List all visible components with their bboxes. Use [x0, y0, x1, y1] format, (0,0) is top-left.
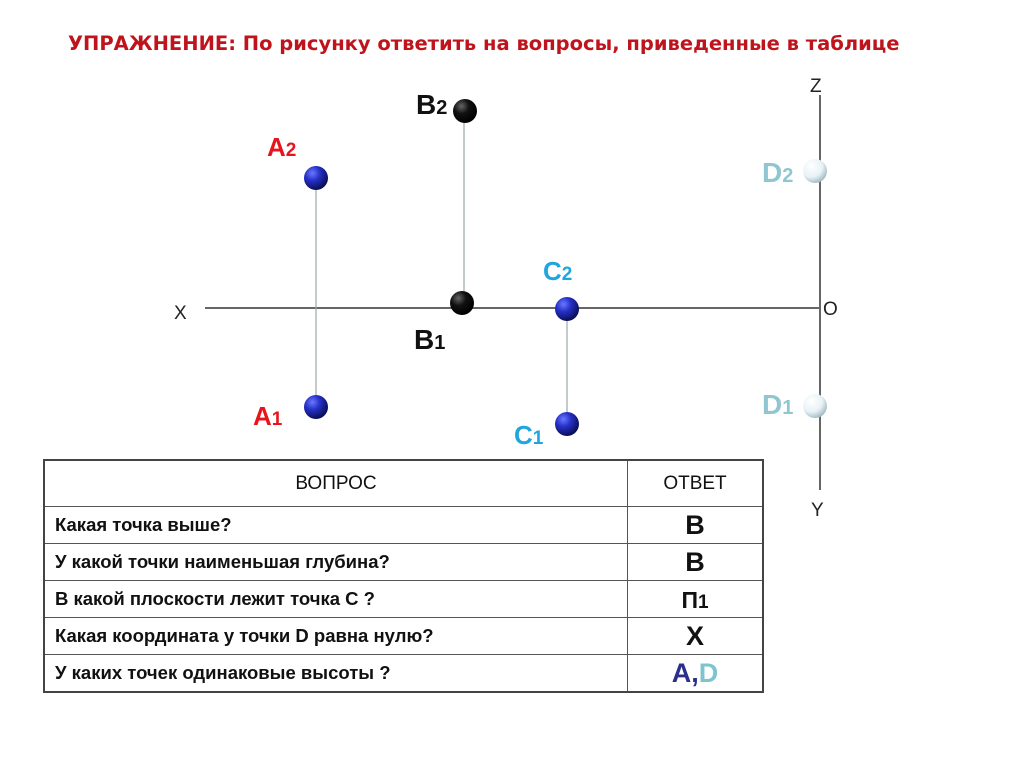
question-cell: В какой плоскости лежит точка С ?: [44, 581, 628, 618]
question-cell: Какая координата у точки D равна нулю?: [44, 618, 628, 655]
answer-cell: B: [628, 544, 764, 581]
point-a2: [304, 166, 328, 190]
question-cell: Какая точка выше?: [44, 507, 628, 544]
label-c2: C2: [543, 256, 573, 286]
table-row: [44, 507, 763, 544]
point-c2: [555, 297, 579, 321]
table-row: [44, 618, 763, 655]
label-a1: A1: [253, 401, 283, 431]
qa-table: [43, 459, 764, 693]
label-c1: C1: [514, 420, 544, 450]
question-cell: У каких точек одинаковые высоты ?: [44, 655, 628, 693]
axis-label-z: Z: [810, 76, 822, 97]
answer-d: D: [698, 657, 719, 688]
point-a1: [304, 395, 328, 419]
table-row: [44, 544, 763, 581]
axis-label-o: O: [823, 299, 838, 320]
label-b2: B2: [416, 89, 448, 120]
table-row: [44, 655, 763, 693]
table-header-row: [44, 460, 763, 507]
point-d1: [803, 394, 827, 418]
answer-separator: ,: [691, 657, 699, 688]
header-answer: ОТВЕТ: [628, 460, 764, 507]
point-b2: [453, 99, 477, 123]
header-question: ВОПРОС: [44, 460, 628, 507]
point-c1: [555, 412, 579, 436]
answer-a: A: [671, 657, 692, 688]
answer-subscript: 1: [697, 591, 709, 613]
axis-label-x: X: [174, 303, 187, 324]
page-title: УПРАЖНЕНИЕ: По рисунку ответить на вопросы, приведенные в таблице: [68, 32, 900, 55]
axis-label-y: Y: [811, 500, 824, 521]
answer-cell: X: [628, 618, 764, 655]
answer-cell: [628, 655, 764, 693]
table-row: [44, 581, 763, 618]
label-b1: B1: [414, 324, 446, 355]
label-d1: D1: [762, 389, 794, 420]
question-cell: У какой точки наименьшая глубина?: [44, 544, 628, 581]
answer-cell: B: [628, 507, 764, 544]
point-d2: [803, 159, 827, 183]
answer-main: П: [681, 586, 698, 613]
label-a2: A2: [267, 132, 297, 162]
point-b1: [450, 291, 474, 315]
label-d2: D2: [762, 157, 794, 188]
answer-cell: [628, 581, 764, 618]
